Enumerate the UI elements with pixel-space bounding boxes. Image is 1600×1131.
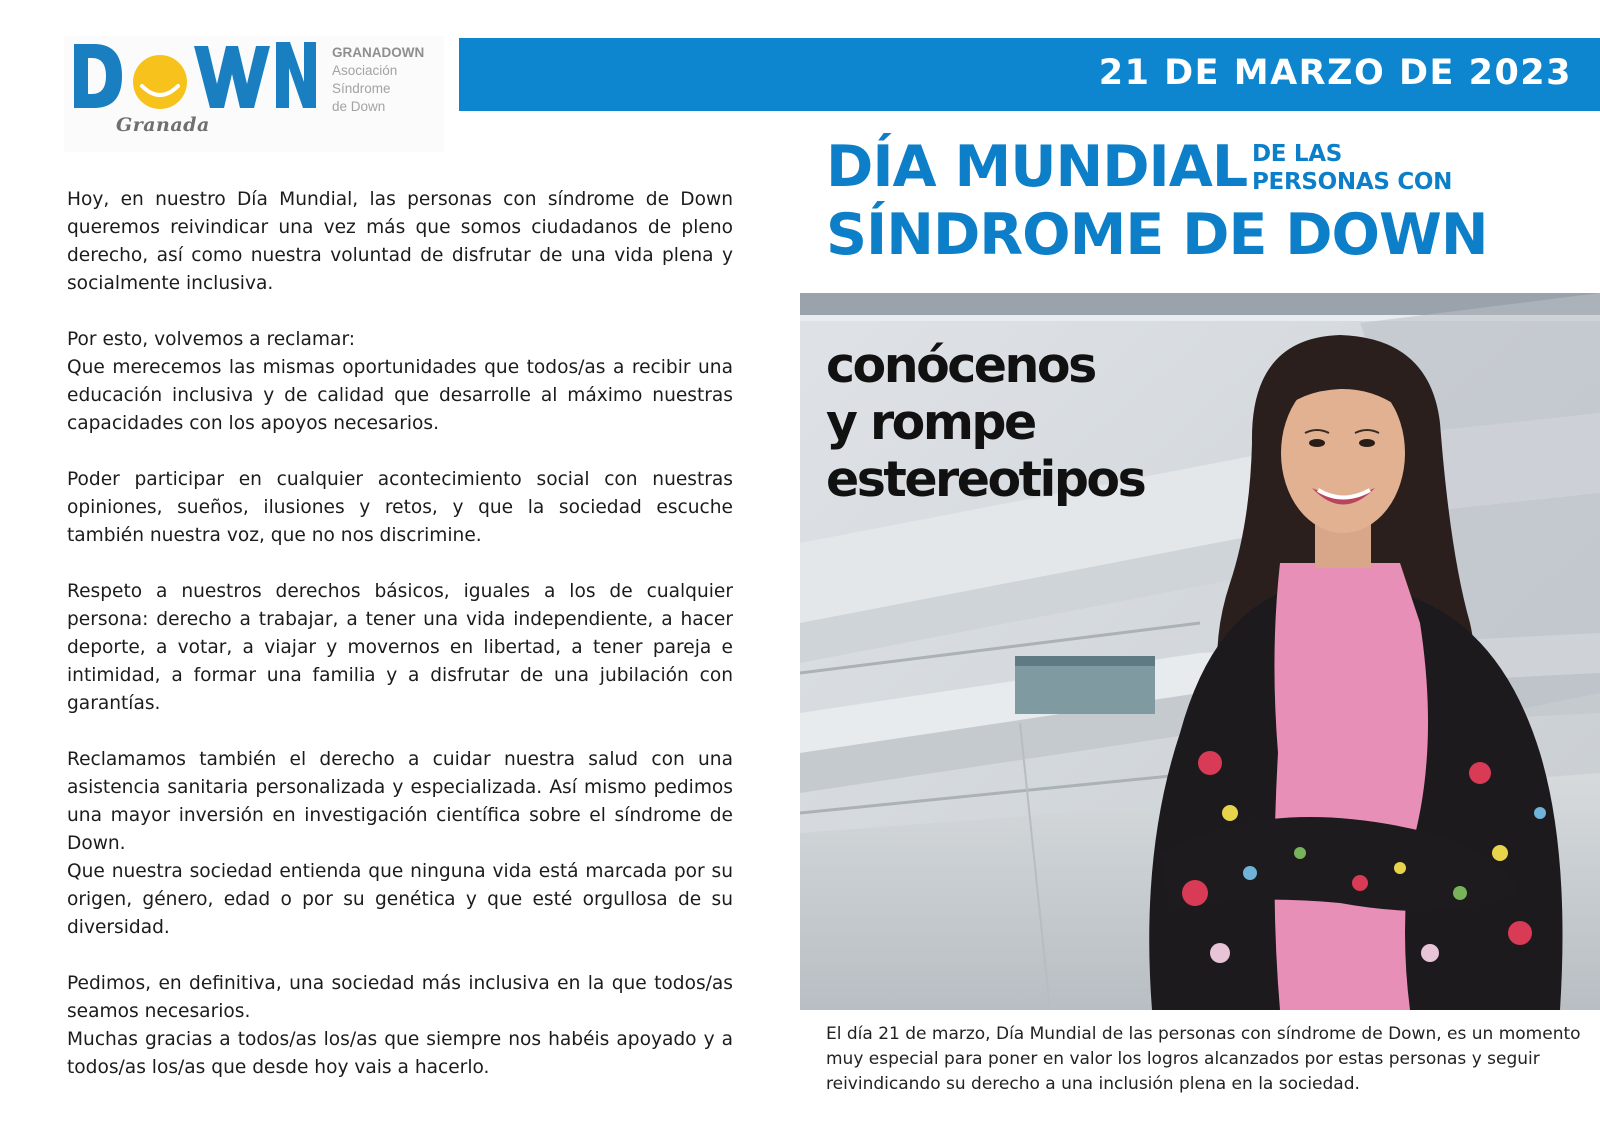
slogan-line2: y rompe [826,394,1035,451]
paragraph: Por esto, volvemos a reclamar: [67,329,356,350]
logo-city: Granada [116,114,210,136]
paragraph: Pedimos, en definitiva, una sociedad más inclusiva en la que todos/as seamos necesarios. [67,973,733,1022]
paragraph: Respeto a nuestros derechos básicos, iguales a los de cualquier persona: derecho a trabajar, a tener una vida independiente, a hacer deporte, a votar, a viajar y movernos en libertad, a tener pareja e intimidad, a formar una familia y a disfrutar de una jubilación con garantías. [67,581,733,714]
logo-org-line2: Síndrome [332,81,391,96]
woman-sweater [1274,563,1428,1010]
smiley-icon [133,55,187,109]
slogan-line1: conócenos [826,337,1095,394]
logo-org-line3: de Down [332,99,386,114]
paragraph: Muchas gracias a todos/as los/as que siempre nos habéis apoyado y a todos/as los/as que desde hoy vais a hacerlo. [67,1029,733,1078]
slogan-line3: estereotipos [826,451,1145,508]
organization-logo [64,36,444,152]
paragraph: Hoy, en nuestro Día Mundial, las personas con síndrome de Down queremos reivindicar una vez más que somos ciudadanos de pleno derecho, así como nuestra voluntad de disfrutar de una vida plena y socialmente inclusiva. [67,189,733,294]
title-small-line1: DE LAS [1252,141,1343,167]
date-banner [459,38,1600,111]
paragraph: Que nuestra sociedad entienda que ninguna vida está marcada por su origen, género, edad o por su genética y que esté orgullosa de su diversidad. [67,861,733,938]
down-logo-wordmark [68,36,318,116]
logo-org-text [332,44,424,116]
title-subline [1252,140,1452,196]
photo-caption: El día 21 de marzo, Día Mundial de las personas con síndrome de Down, es un momento muy especial para poner en valor los logros alcanzados por estas personas y seguir reivindicando su derecho a una inclusión plena en la sociedad. [826,1024,1581,1094]
title-line1: DÍA MUNDIAL [826,134,1248,200]
title-small-line2: PERSONAS CON [1252,169,1453,195]
paragraph: Poder participar en cualquier acontecimiento social con nuestras opiniones, sueños, ilusiones y retos, y que la sociedad escuche también nuestra voz, que no nos discrimine. [67,469,733,546]
manifesto-text [67,186,733,1082]
title-line2: SÍNDROME DE DOWN [826,202,1488,268]
paragraph: Que merecemos las mismas oportunidades que todos/as a recibir una educación inclusiva y de calidad que desarrolle al máximo nuestras capacidades con los apoyos necesarios. [67,357,733,434]
paragraph: Reclamamos también el derecho a cuidar nuestra salud con una asistencia sanitaria personalizada y especializada. Así mismo pedimos una mayor inversión en investigación científica sobre el síndrome de Down. [67,749,733,854]
campaign-slogan [826,337,1144,508]
date-text: 21 DE MARZO DE 2023 [1098,53,1572,93]
logo-org-line1: Asociación [332,63,398,78]
logo-org-name: GRANADOWN [332,45,425,60]
campaign-photo [800,293,1600,1010]
